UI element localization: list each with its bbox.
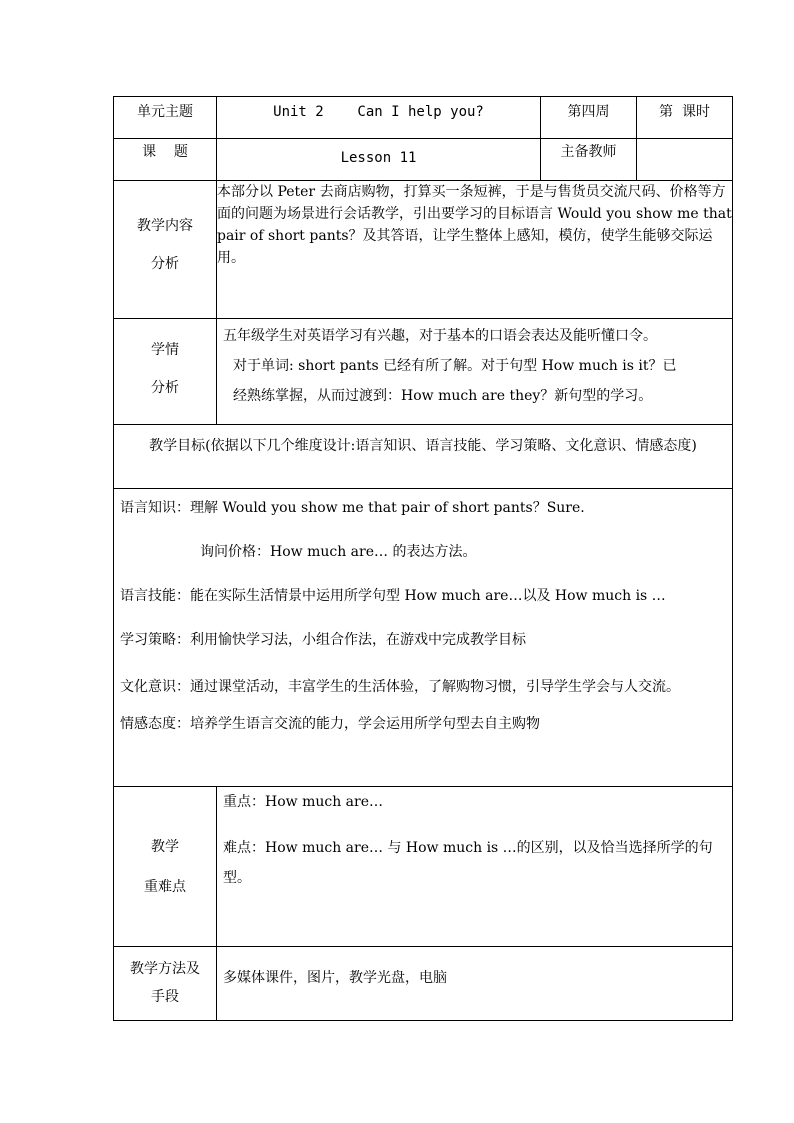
- goals-detail: [114, 489, 733, 787]
- goal-strategy: 学习策略：利用愉快学习法，小组合作法，在游戏中完成教学目标: [120, 632, 526, 648]
- teacher-label: 主备教师: [541, 139, 637, 181]
- methods-label: [114, 947, 217, 1021]
- methods-row: [114, 947, 733, 1021]
- student-analysis-label: [114, 319, 217, 425]
- student-analysis-row: [114, 319, 733, 425]
- topic-label: 课 题: [114, 139, 217, 181]
- methods-label-2: 手段: [151, 989, 179, 1005]
- goal-culture: 文化意识：通过课堂活动，丰富学生的生活体验，了解购物习惯，引导学生学会与人交流。: [120, 679, 680, 695]
- student-analysis-label-2: 分析: [151, 380, 179, 396]
- week-cell: 第四周: [541, 97, 637, 139]
- goal-knowledge-2: 询问价格：How much are… 的表达方法。: [200, 544, 477, 560]
- methods-text: 多媒体课件，图片，教学光盘，电脑: [217, 947, 733, 1021]
- content-analysis-row: [114, 181, 733, 319]
- student-analysis-text: [217, 319, 733, 425]
- content-analysis-label-2: 分析: [151, 256, 179, 272]
- unit-theme-label: 单元主题: [114, 97, 217, 139]
- goals-heading-row: [114, 425, 733, 489]
- student-analysis-line-1: 五年级学生对英语学习有兴趣，对于基本的口语会表达及能听懂口令。: [223, 328, 657, 344]
- key-point-difficulty: 难点：How much are… 与 How much is …的区别，以及恰当选择所学的句型。: [223, 840, 713, 886]
- lesson-plan-table: [113, 96, 733, 1021]
- key-points-label-2: 重难点: [144, 879, 186, 895]
- content-analysis-label-1: 教学内容: [137, 218, 193, 234]
- lesson-title: Lesson 11: [217, 139, 541, 181]
- header-row-topic: [114, 139, 733, 181]
- key-points-label: [114, 787, 217, 947]
- goal-skills: 语言技能：能在实际生活情景中运用所学句型 How much are…以及 How much is …: [120, 588, 666, 604]
- content-analysis-text: 本部分以 Peter 去商店购物，打算买一条短裤，于是与售货员交流尺码、价格等方面的问题为场景进行会话教学，引出要学习的目标语言 Would you show me that pair of short pants？及其答语，让学生整体上感知，模仿，使学生能够交际运用。: [217, 181, 733, 319]
- content-analysis-label: [114, 181, 217, 319]
- teacher-value: [637, 139, 733, 181]
- student-analysis-label-1: 学情: [151, 342, 179, 358]
- key-points-row: [114, 787, 733, 947]
- student-analysis-line-3: 经熟练掌握，从而过渡到：How much are they？新句型的学习。: [233, 388, 653, 404]
- unit-title: Unit 2 Can I help you?: [217, 97, 541, 139]
- header-row-unit: [114, 97, 733, 139]
- goals-detail-row: [114, 489, 733, 787]
- student-analysis-line-2: 对于单词: short pants 已经有所了解。对于句型 How much is it？已: [233, 358, 677, 374]
- goals-heading: 教学目标(依据以下几个维度设计:语言知识、语言技能、学习策略、文化意识、情感态度): [114, 425, 733, 489]
- key-points-text: [217, 787, 733, 947]
- goal-knowledge: 语言知识：理解 Would you show me that pair of short pants？Sure.: [120, 500, 585, 516]
- methods-label-1: 教学方法及: [130, 961, 200, 977]
- key-point-focus: 重点：How much are…: [223, 794, 383, 810]
- lesson-period-cell: 第 课时: [637, 97, 733, 139]
- goal-emotion: 情感态度：培养学生语言交流的能力，学会运用所学句型去自主购物: [120, 716, 540, 732]
- key-points-label-1: 教学: [151, 839, 179, 855]
